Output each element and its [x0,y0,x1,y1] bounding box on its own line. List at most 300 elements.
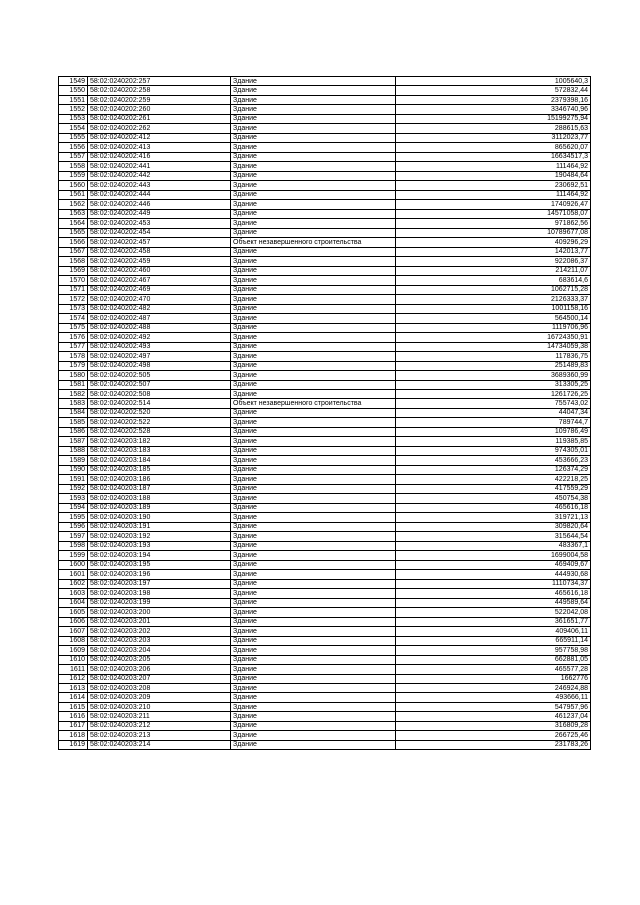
row-number: 1563 [59,209,88,218]
object-type: Здание [231,304,396,313]
cadastral-value: 444930,68 [396,570,591,579]
cadastral-value: 3689360,99 [396,371,591,380]
row-number: 1593 [59,494,88,503]
object-type: Здание [231,522,396,531]
row-number: 1591 [59,475,88,484]
cadastral-number: 58:02:0240203:186 [88,475,231,484]
table-row [59,105,591,114]
table-row [59,579,591,588]
cadastral-value: 111464,92 [396,162,591,171]
cadastral-value: 409296,29 [396,238,591,247]
cadastral-value: 665911,14 [396,636,591,645]
cadastral-number: 58:02:0240202:467 [88,276,231,285]
object-type: Здание [231,570,396,579]
table-row [59,646,591,655]
cadastral-value: 1662776 [396,674,591,683]
cadastral-number: 58:02:0240203:194 [88,551,231,560]
table-row [59,731,591,740]
cadastral-number: 58:02:0240202:412 [88,133,231,142]
row-number: 1549 [59,77,88,86]
cadastral-number: 58:02:0240202:487 [88,314,231,323]
row-number: 1567 [59,247,88,256]
cadastral-number: 58:02:0240203:208 [88,684,231,693]
cadastral-number: 58:02:0240203:209 [88,693,231,702]
row-number: 1565 [59,228,88,237]
cadastral-number: 58:02:0240203:205 [88,655,231,664]
object-type: Здание [231,389,396,398]
row-number: 1585 [59,418,88,427]
table-row [59,266,591,275]
table-row [59,740,591,749]
table-row [59,408,591,417]
table-row [59,399,591,408]
table-row [59,484,591,493]
row-number: 1595 [59,513,88,522]
row-number: 1577 [59,342,88,351]
cadastral-number: 58:02:0240203:207 [88,674,231,683]
object-type: Здание [231,589,396,598]
row-number: 1571 [59,285,88,294]
row-number: 1599 [59,551,88,560]
table-row [59,86,591,95]
row-number: 1602 [59,579,88,588]
cadastral-value: 14571058,07 [396,209,591,218]
object-type: Здание [231,646,396,655]
cadastral-value: 109786,49 [396,427,591,436]
cadastral-value: 2126333,37 [396,295,591,304]
row-number: 1615 [59,702,88,711]
cadastral-number: 58:02:0240202:449 [88,209,231,218]
cadastral-value: 417559,29 [396,484,591,493]
table-row [59,152,591,161]
cadastral-number: 58:02:0240202:454 [88,228,231,237]
row-number: 1605 [59,608,88,617]
object-type: Здание [231,371,396,380]
table-row [59,181,591,190]
table-row [59,503,591,512]
cadastral-value: 409406,11 [396,627,591,636]
object-type: Здание [231,285,396,294]
object-type: Здание [231,342,396,351]
cadastral-value: 493666,11 [396,693,591,702]
cadastral-number: 58:02:0240202:444 [88,190,231,199]
table-row [59,342,591,351]
table-row [59,655,591,664]
object-type: Здание [231,418,396,427]
object-type: Здание [231,124,396,133]
cadastral-value: 971862,56 [396,219,591,228]
cadastral-number: 58:02:0240203:213 [88,731,231,740]
row-number: 1606 [59,617,88,626]
row-number: 1566 [59,238,88,247]
table-row [59,627,591,636]
row-number: 1574 [59,314,88,323]
object-type: Здание [231,323,396,332]
object-type: Здание [231,484,396,493]
row-number: 1588 [59,446,88,455]
object-type: Здание [231,475,396,484]
cadastral-value: 449589,64 [396,598,591,607]
table-row [59,143,591,152]
cadastral-number: 58:02:0240202:458 [88,247,231,256]
row-number: 1604 [59,598,88,607]
row-number: 1551 [59,95,88,104]
object-type: Здание [231,380,396,389]
cadastral-number: 58:02:0240203:199 [88,598,231,607]
object-type: Здание [231,133,396,142]
cadastral-number: 58:02:0240203:212 [88,721,231,730]
object-type: Здание [231,665,396,674]
object-type: Здание [231,228,396,237]
cadastral-value: 547957,96 [396,702,591,711]
cadastral-value: 1005640,3 [396,77,591,86]
cadastral-value: 564500,14 [396,314,591,323]
table-row [59,389,591,398]
cadastral-value: 465577,28 [396,665,591,674]
object-type: Здание [231,247,396,256]
object-type: Здание [231,209,396,218]
cadastral-number: 58:02:0240202:441 [88,162,231,171]
cadastral-value: 119385,85 [396,437,591,446]
cadastral-value: 1001158,16 [396,304,591,313]
cadastral-number: 58:02:0240202:459 [88,257,231,266]
table-row [59,371,591,380]
row-number: 1586 [59,427,88,436]
cadastral-value: 483367,1 [396,541,591,550]
cadastral-value: 461237,04 [396,712,591,721]
cadastral-value: 266725,46 [396,731,591,740]
cadastral-number: 58:02:0240202:416 [88,152,231,161]
table-row [59,247,591,256]
cadastral-value: 450754,38 [396,494,591,503]
object-type: Здание [231,560,396,569]
object-type: Здание [231,352,396,361]
cadastral-value: 15199275,94 [396,114,591,123]
row-number: 1590 [59,465,88,474]
row-number: 1583 [59,399,88,408]
cadastral-number: 58:02:0240203:202 [88,627,231,636]
cadastral-value: 1062715,28 [396,285,591,294]
row-number: 1589 [59,456,88,465]
object-type: Здание [231,655,396,664]
object-type: Здание [231,86,396,95]
cadastral-number: 58:02:0240203:182 [88,437,231,446]
object-type: Здание [231,702,396,711]
table-row [59,693,591,702]
object-type: Здание [231,541,396,550]
cadastral-value: 522042,08 [396,608,591,617]
cadastral-value: 1261726,25 [396,389,591,398]
row-number: 1561 [59,190,88,199]
table-row [59,427,591,436]
cadastral-value: 755743,02 [396,399,591,408]
object-type: Здание [231,684,396,693]
table-row [59,684,591,693]
object-type: Здание [231,114,396,123]
cadastral-value: 2379398,16 [396,95,591,104]
cadastral-number: 58:02:0240203:187 [88,484,231,493]
row-number: 1582 [59,389,88,398]
cadastral-number: 58:02:0240202:257 [88,77,231,86]
cadastral-number: 58:02:0240203:193 [88,541,231,550]
table-row [59,200,591,209]
cadastral-value: 974305,01 [396,446,591,455]
cadastral-value: 1110734,37 [396,579,591,588]
cadastral-number: 58:02:0240202:443 [88,181,231,190]
cadastral-number: 58:02:0240203:214 [88,740,231,749]
cadastral-value: 111464,92 [396,190,591,199]
row-number: 1611 [59,665,88,674]
cadastral-value: 117836,75 [396,352,591,361]
table-row [59,304,591,313]
table-row [59,295,591,304]
row-number: 1612 [59,674,88,683]
cadastral-number: 58:02:0240202:505 [88,371,231,380]
table-row [59,219,591,228]
table-row [59,456,591,465]
row-number: 1554 [59,124,88,133]
cadastral-number: 58:02:0240202:508 [88,389,231,398]
cadastral-value: 126374,29 [396,465,591,474]
row-number: 1575 [59,323,88,332]
row-number: 1594 [59,503,88,512]
cadastral-number: 58:02:0240202:528 [88,427,231,436]
cadastral-number: 58:02:0240203:184 [88,456,231,465]
cadastral-value: 683614,6 [396,276,591,285]
cadastral-value: 865620,07 [396,143,591,152]
table-row [59,532,591,541]
table-row [59,598,591,607]
row-number: 1572 [59,295,88,304]
cadastral-value: 453666,23 [396,456,591,465]
object-type: Здание [231,674,396,683]
table-row [59,570,591,579]
cadastral-value: 251489,83 [396,361,591,370]
cadastral-number: 58:02:0240202:488 [88,323,231,332]
row-number: 1597 [59,532,88,541]
cadastral-number: 58:02:0240203:196 [88,570,231,579]
table-row [59,77,591,86]
cadastral-value: 190484,64 [396,171,591,180]
cadastral-value: 469409,67 [396,560,591,569]
table-row [59,238,591,247]
row-number: 1568 [59,257,88,266]
cadastral-value: 922086,37 [396,257,591,266]
object-type: Объект незавершенного строительства [231,399,396,408]
object-type: Здание [231,171,396,180]
cadastral-value: 142013,77 [396,247,591,256]
table-row [59,437,591,446]
object-type: Здание [231,152,396,161]
table-row [59,114,591,123]
cadastral-number: 58:02:0240202:413 [88,143,231,152]
row-number: 1573 [59,304,88,313]
cadastral-number: 58:02:0240202:514 [88,399,231,408]
table-row [59,513,591,522]
object-type: Здание [231,333,396,342]
cadastral-number: 58:02:0240202:498 [88,361,231,370]
cadastral-value: 44047,34 [396,408,591,417]
object-type: Здание [231,257,396,266]
cadastral-value: 361651,77 [396,617,591,626]
row-number: 1558 [59,162,88,171]
table-row [59,617,591,626]
object-type: Здание [231,608,396,617]
table-row [59,446,591,455]
object-type: Здание [231,162,396,171]
row-number: 1618 [59,731,88,740]
cadastral-number: 58:02:0240203:189 [88,503,231,512]
cadastral-number: 58:02:0240202:493 [88,342,231,351]
object-type: Здание [231,627,396,636]
object-type: Здание [231,693,396,702]
row-number: 1569 [59,266,88,275]
cadastral-value: 3112023,77 [396,133,591,142]
row-number: 1619 [59,740,88,749]
table-row [59,314,591,323]
cadastral-number: 58:02:0240202:453 [88,219,231,228]
object-type: Здание [231,200,396,209]
row-number: 1616 [59,712,88,721]
object-type: Здание [231,77,396,86]
table-row [59,551,591,560]
row-number: 1562 [59,200,88,209]
cadastral-value: 572832,44 [396,86,591,95]
cadastral-number: 58:02:0240202:460 [88,266,231,275]
cadastral-number: 58:02:0240202:442 [88,171,231,180]
row-number: 1610 [59,655,88,664]
row-number: 1552 [59,105,88,114]
table-row [59,560,591,569]
cadastral-value: 422218,25 [396,475,591,484]
row-number: 1584 [59,408,88,417]
cadastral-value: 309820,64 [396,522,591,531]
table-row [59,494,591,503]
cadastral-value: 10789677,08 [396,228,591,237]
row-number: 1603 [59,589,88,598]
row-number: 1592 [59,484,88,493]
object-type: Здание [231,712,396,721]
object-type: Здание [231,503,396,512]
object-type: Здание [231,636,396,645]
cadastral-number: 58:02:0240203:195 [88,560,231,569]
table-row [59,228,591,237]
cadastral-value: 662881,05 [396,655,591,664]
table-row [59,124,591,133]
cadastral-value: 316809,28 [396,721,591,730]
object-type: Здание [231,437,396,446]
object-type: Здание [231,314,396,323]
row-number: 1600 [59,560,88,569]
object-type: Здание [231,465,396,474]
table-row [59,589,591,598]
object-type: Здание [231,219,396,228]
row-number: 1598 [59,541,88,550]
table-row [59,636,591,645]
cadastral-number: 58:02:0240202:492 [88,333,231,342]
object-type: Здание [231,598,396,607]
cadastral-value: 1119706,96 [396,323,591,332]
row-number: 1556 [59,143,88,152]
table-row [59,465,591,474]
table-row [59,257,591,266]
object-type: Здание [231,105,396,114]
row-number: 1564 [59,219,88,228]
object-type: Здание [231,143,396,152]
row-number: 1607 [59,627,88,636]
row-number: 1609 [59,646,88,655]
table-row [59,608,591,617]
row-number: 1579 [59,361,88,370]
cadastral-value: 1740926,47 [396,200,591,209]
row-number: 1553 [59,114,88,123]
cadastral-number: 58:02:0240202:482 [88,304,231,313]
object-type: Здание [231,295,396,304]
cadastral-number: 58:02:0240203:183 [88,446,231,455]
cadastral-number: 58:02:0240203:201 [88,617,231,626]
object-type: Здание [231,95,396,104]
row-number: 1596 [59,522,88,531]
row-number: 1613 [59,684,88,693]
object-type: Здание [231,408,396,417]
cadastral-value: 230692,51 [396,181,591,190]
table-row [59,361,591,370]
row-number: 1559 [59,171,88,180]
object-type: Здание [231,427,396,436]
table-row [59,475,591,484]
cadastral-value: 246924,88 [396,684,591,693]
cadastral-number: 58:02:0240202:262 [88,124,231,133]
table-row [59,333,591,342]
cadastral-number: 58:02:0240203:200 [88,608,231,617]
cadastral-value: 465616,18 [396,589,591,598]
cadastral-value: 315644,54 [396,532,591,541]
cadastral-value-table [58,76,591,750]
object-type: Здание [231,456,396,465]
table-row [59,190,591,199]
cadastral-number: 58:02:0240202:469 [88,285,231,294]
object-type: Здание [231,579,396,588]
table-row [59,418,591,427]
cadastral-number: 58:02:0240203:203 [88,636,231,645]
table-row [59,665,591,674]
object-type: Здание [231,513,396,522]
cadastral-number: 58:02:0240203:190 [88,513,231,522]
cadastral-number: 58:02:0240202:470 [88,295,231,304]
table-row [59,352,591,361]
cadastral-value: 789744,7 [396,418,591,427]
cadastral-value: 3346740,96 [396,105,591,114]
row-number: 1587 [59,437,88,446]
row-number: 1614 [59,693,88,702]
cadastral-number: 58:02:0240202:520 [88,408,231,417]
cadastral-number: 58:02:0240203:185 [88,465,231,474]
object-type: Здание [231,446,396,455]
cadastral-value: 14734059,38 [396,342,591,351]
cadastral-number: 58:02:0240203:192 [88,532,231,541]
object-type: Здание [231,532,396,541]
table-row [59,171,591,180]
table-row [59,162,591,171]
cadastral-value: 16724350,91 [396,333,591,342]
object-type: Здание [231,181,396,190]
table-row [59,95,591,104]
table-row [59,522,591,531]
object-type: Здание [231,190,396,199]
table-row [59,541,591,550]
cadastral-number: 58:02:0240203:204 [88,646,231,655]
cadastral-number: 58:02:0240203:191 [88,522,231,531]
